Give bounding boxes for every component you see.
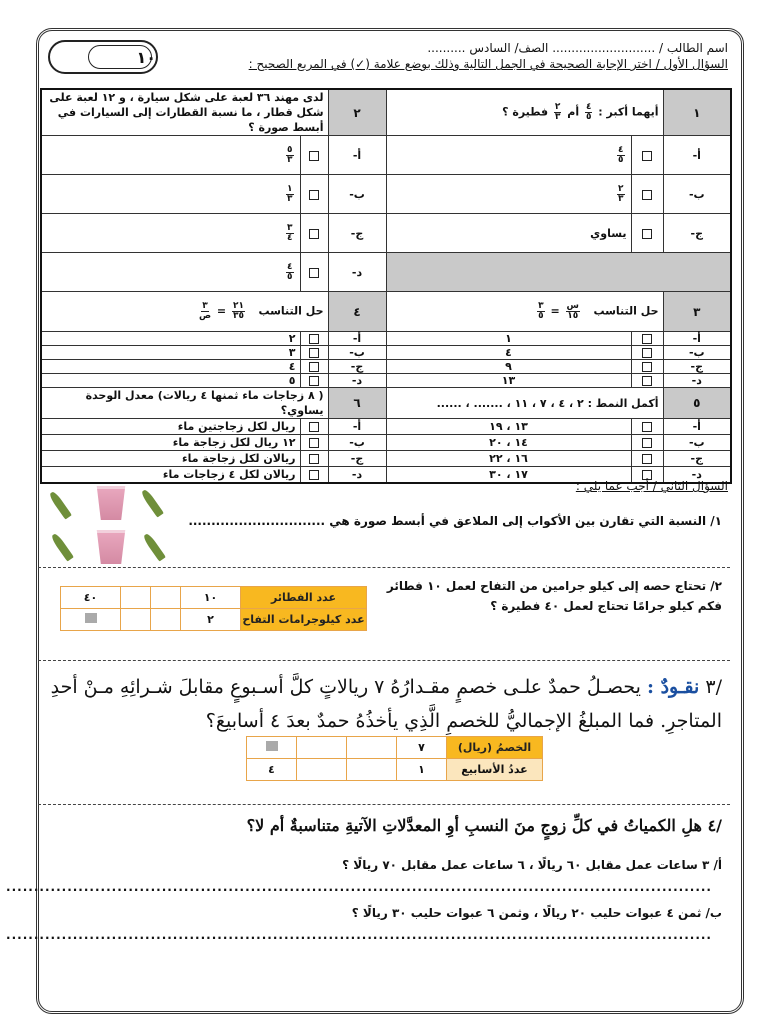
separator: [38, 804, 730, 805]
q4-label: حل التناسب: [258, 304, 324, 318]
q2-opt-b-letter: ب-: [328, 175, 386, 214]
q4-frac1-den: ٣٥: [232, 311, 244, 321]
q4-frac2-den: ص: [198, 311, 212, 321]
q2-opt-b-den: ٣: [287, 193, 293, 204]
q5-opt-d-value: ١٧ ، ٣٠: [386, 467, 631, 483]
score-inner-box: [88, 45, 152, 69]
s2-question-3-num: /٣: [705, 676, 722, 698]
q4-opt-b-value: ٣: [41, 346, 300, 360]
weeks-cell[interactable]: [347, 759, 397, 781]
discount-answer-cell[interactable]: [247, 737, 297, 759]
pies-apples-table: [60, 586, 367, 631]
q4-opt-c-letter: ج-: [328, 360, 386, 374]
mcq-table: [40, 88, 732, 484]
q6-opt-d-checkbox[interactable]: [300, 467, 328, 483]
q1-frac-a-num: ٤: [585, 102, 592, 112]
q6-opt-a-value: ريال لكل زجاجتين ماء: [41, 419, 300, 435]
q2-opt-b-checkbox[interactable]: [300, 175, 328, 214]
q3-opt-b-checkbox[interactable]: [631, 346, 663, 360]
pies-row-label: عدد الفطائر: [241, 587, 367, 609]
pies-cell: ٤٠: [61, 587, 121, 609]
q4-eq: =: [216, 304, 227, 318]
q1-opt-c-letter: ج-: [663, 214, 731, 253]
q6-opt-c-letter: ج-: [328, 451, 386, 467]
q4-number: ٤: [328, 292, 386, 332]
q1-opt-a-num: ٤: [618, 144, 624, 155]
separator: [38, 567, 730, 568]
q1-text-b: فطيرة ؟: [502, 105, 549, 119]
apples-answer-cell[interactable]: [61, 609, 121, 631]
q2-opt-a-checkbox[interactable]: [300, 136, 328, 175]
weeks-cell[interactable]: [297, 759, 347, 781]
q1-frac-b-den: ٣: [554, 112, 561, 122]
q1-opt-b-value: [386, 175, 631, 214]
q3-eq: =: [550, 304, 560, 318]
grade-field[interactable]: ..........: [427, 41, 466, 55]
q4-opt-d-letter: د-: [328, 374, 386, 388]
weeks-cell: ٤: [247, 759, 297, 781]
q4-opt-b-checkbox[interactable]: [300, 346, 328, 360]
q1-frac-a-den: ٥: [585, 112, 592, 122]
q2-question: لدى مهند ٣٦ لعبة على شكل سيارة ، و ١٢ لعبة على شكل قطار ، ما نسبة القطارات إلى السيارات في أبسط صورة ؟: [41, 89, 328, 136]
q5-opt-b-checkbox[interactable]: [631, 435, 663, 451]
q5-number: ٥: [663, 388, 731, 419]
q4-frac1-num: ٢١: [232, 301, 244, 311]
q1-opt-a-den: ٥: [618, 154, 624, 165]
q1-empty-cell: [386, 253, 731, 292]
q4-opt-c-value: ٤: [41, 360, 300, 374]
q6-number: ٦: [328, 388, 386, 419]
q5-opt-c-value: ١٦ ، ٢٢: [386, 451, 631, 467]
q1-frac-b: [554, 103, 562, 122]
q6-question: ( ٨ زجاجات ماء ثمنها ٤ ريالات) معدل الوحدة يساوي؟: [41, 388, 328, 419]
q1-opt-b-letter: ب-: [663, 175, 731, 214]
q2-opt-a-den: ٣: [287, 154, 293, 165]
q3-number: ٣: [663, 292, 731, 332]
q2-opt-d-num: ٤: [287, 261, 293, 272]
q2-opt-a-value: [41, 136, 300, 175]
q2-opt-c-value: [41, 214, 300, 253]
q2-opt-d-letter: د-: [328, 253, 386, 292]
s2-question-3-keyword: نقـودٌ :: [646, 676, 700, 698]
q6-opt-b-value: ١٢ ريال لكل زجاجة ماء: [41, 435, 300, 451]
q5-opt-d-letter: د-: [663, 467, 731, 483]
q2-opt-a-letter: أ-: [328, 136, 386, 175]
cup-icon: [94, 530, 128, 564]
q2-opt-c-letter: ج-: [328, 214, 386, 253]
q2-opt-c-checkbox[interactable]: [300, 214, 328, 253]
spoon-icon: [142, 532, 166, 561]
q5-opt-b-letter: ب-: [663, 435, 731, 451]
q4-opt-a-letter: أ-: [328, 332, 386, 346]
weeks-cell: ١: [397, 759, 447, 781]
q4-opt-a-value: ٢: [41, 332, 300, 346]
s2-question-2: [387, 576, 722, 616]
discount-cell[interactable]: [297, 737, 347, 759]
q2-opt-d-checkbox[interactable]: [300, 253, 328, 292]
q3-opt-a-checkbox[interactable]: [631, 332, 663, 346]
q6-opt-d-letter: د-: [328, 467, 386, 483]
s2-question-4a: أ/ ٣ ساعات عمل مقابل ٦٠ ريالًا ، ٦ ساعات عمل مقابل ٧٠ ريالًا ؟: [342, 858, 722, 872]
q3-opt-d-checkbox[interactable]: [631, 374, 663, 388]
answer-box-icon: [266, 741, 278, 751]
q1-opt-a-value: [386, 136, 631, 175]
q3-opt-d-letter: د-: [663, 374, 731, 388]
discount-row-label: الخصمُ (ريال): [447, 737, 543, 759]
s2-question-4b: ب/ ثمن ٤ عبوات حليب ٢٠ ريالًا ، وثمن ٦ عبوات حليب ٣٠ ريالًا ؟: [351, 906, 722, 920]
q1-frac-a: [585, 103, 593, 122]
apples-row-label: عدد كيلوجرامات التفاح: [241, 609, 367, 631]
q6-opt-d-value: ريالان لكل ٤ زجاجات ماء: [41, 467, 300, 483]
discount-cell: ٧: [397, 737, 447, 759]
q3-frac1-den: ١٥: [567, 311, 579, 321]
q5-opt-a-checkbox[interactable]: [631, 419, 663, 435]
q6-opt-c-checkbox[interactable]: [300, 451, 328, 467]
q3-frac2-num: ٣: [538, 301, 544, 311]
q5-opt-a-letter: أ-: [663, 419, 731, 435]
q2-opt-a-num: ٥: [287, 144, 293, 155]
q4-frac2-num: ٣: [202, 301, 208, 311]
s2-question-3-text: يحصـلُ حمدٌ علـى خصمٍ مقـدارُهُ ٧ ريالاتٍ كلَّ أسـبوعٍ مقابلَ شـرائِهِ مـنْ أحدِ المتاجرِ. فما المبلغُ الإجماليُّ للخصمِ الَّذِي يأخذُهُ حمدٌ بعدَ ٤ أسابيعَ؟: [50, 676, 722, 732]
q4-opt-d-checkbox[interactable]: [300, 374, 328, 388]
q2-opt-d-value: [41, 253, 300, 292]
q5-question: أكمل النمط : ٢ ، ٤ ، ٧ ، ١١ ، ....... ، ......: [386, 388, 663, 419]
pies-cell: ١٠: [181, 587, 241, 609]
student-name-label: اسم الطالب /: [659, 41, 728, 55]
apples-cell[interactable]: [151, 609, 181, 631]
q3-opt-a-value: ١: [386, 332, 631, 346]
q2-opt-b-num: ١: [287, 183, 293, 194]
q1-text-or: أم: [567, 105, 580, 119]
q6-opt-c-value: ريالان لكل زجاجة ماء: [41, 451, 300, 467]
score-value: ١٠: [136, 47, 156, 67]
q3-opt-c-letter: ج-: [663, 360, 731, 374]
answer-box-icon: [85, 613, 97, 623]
q2-opt-b-value: [41, 175, 300, 214]
apples-cell: ٢: [181, 609, 241, 631]
q4-opt-a-checkbox[interactable]: [300, 332, 328, 346]
q2-opt-c-den: ٤: [287, 232, 293, 243]
q1-opt-b-checkbox[interactable]: [631, 175, 663, 214]
spoon-icon: [50, 532, 74, 561]
q3-frac1: [566, 302, 580, 321]
q3-opt-c-checkbox[interactable]: [631, 360, 663, 374]
q5-opt-c-letter: ج-: [663, 451, 731, 467]
cups-spoons-illustration: [44, 484, 174, 568]
pies-cell[interactable]: [121, 587, 151, 609]
q1-opt-c-checkbox[interactable]: [631, 214, 663, 253]
q1-number: ١: [663, 89, 731, 136]
separator: [38, 660, 730, 661]
q5-opt-a-value: ١٣ ، ١٩: [386, 419, 631, 435]
student-name-field[interactable]: ...........................: [552, 41, 656, 55]
q3-frac1-num: س: [566, 301, 579, 311]
q3-frac2: [537, 302, 545, 321]
q1-opt-c-value: يساوي: [386, 214, 631, 253]
q4-question: [41, 292, 328, 332]
q1-opt-a-checkbox[interactable]: [631, 136, 663, 175]
answer-line[interactable]: ...............................................................................................................................: [6, 928, 712, 942]
q1-opt-a-letter: أ-: [663, 136, 731, 175]
spoon-icon: [140, 488, 164, 517]
s2-question-2-line1: ٢/ تحتاج حصه إلى كيلو جرامين من التفاح لعمل ١٠ فطائر: [386, 579, 722, 593]
s2-question-1: ١/ النسبة التي تقارن بين الأكواب إلى الملاعق في أبسط صورة هي ..............................: [188, 514, 722, 528]
q3-opt-b-letter: ب-: [663, 346, 731, 360]
cup-icon: [94, 486, 128, 520]
header-student-line: [427, 40, 728, 56]
score-badge: [48, 40, 158, 74]
q2-opt-d-den: ٥: [287, 271, 293, 282]
pies-cell[interactable]: [151, 587, 181, 609]
q3-opt-a-letter: أ-: [663, 332, 731, 346]
apples-cell[interactable]: [121, 609, 151, 631]
q5-opt-b-value: ١٤ ، ٢٠: [386, 435, 631, 451]
q3-opt-c-value: ٩: [386, 360, 631, 374]
q2-opt-c-num: ٣: [287, 222, 293, 233]
s2-question-2-line2: فكم كيلو جرامًا تحتاج لعمل ٤٠ فطيرة ؟: [490, 599, 722, 613]
q6-opt-a-letter: أ-: [328, 419, 386, 435]
section2-title: السؤال الثاني / أجب عما يلي :: [575, 479, 728, 493]
answer-line[interactable]: ...............................................................................................................................: [6, 880, 712, 894]
q3-question: [386, 292, 663, 332]
q6-opt-b-letter: ب-: [328, 435, 386, 451]
q3-opt-d-value: ١٣: [386, 374, 631, 388]
q3-label: حل التناسب: [593, 304, 659, 318]
q1-frac-b-num: ٢: [554, 102, 561, 112]
weeks-row-label: عددُ الأسابيع: [447, 759, 543, 781]
q6-opt-a-checkbox[interactable]: [300, 419, 328, 435]
s2-question-3: [42, 670, 722, 738]
q4-opt-c-checkbox[interactable]: [300, 360, 328, 374]
q4-opt-d-value: ٥: [41, 374, 300, 388]
q1-text-a: أيهما أكبر :: [598, 105, 659, 119]
spoon-icon: [48, 490, 72, 519]
q3-opt-b-value: ٤: [386, 346, 631, 360]
discount-cell[interactable]: [347, 737, 397, 759]
q6-opt-b-checkbox[interactable]: [300, 435, 328, 451]
section1-title: السؤال الأول / اختر الإجابة الصحيحة في الجمل التالية وذلك بوضع علامة (✓) في المربع الصحيح :: [248, 57, 728, 71]
q1-opt-b-den: ٣: [618, 193, 624, 204]
discount-weeks-table: [246, 736, 543, 781]
q1-opt-b-num: ٢: [618, 183, 624, 194]
grade-label: الصف/ السادس: [469, 41, 549, 55]
q4-frac2: [199, 302, 211, 321]
q5-opt-c-checkbox[interactable]: [631, 451, 663, 467]
q1-question: [386, 89, 663, 136]
q3-frac2-den: ٥: [538, 311, 544, 321]
q4-opt-b-letter: ب-: [328, 346, 386, 360]
s2-question-4-title: /٤ هلِ الكمياتُ في كلِّ زوجٍ منَ النسبِ أوِ المعدَّلاتِ الآتيةِ متناسبةٌ أم لا؟: [246, 816, 722, 835]
q2-number: ٢: [328, 89, 386, 136]
q4-frac1: [232, 302, 245, 321]
